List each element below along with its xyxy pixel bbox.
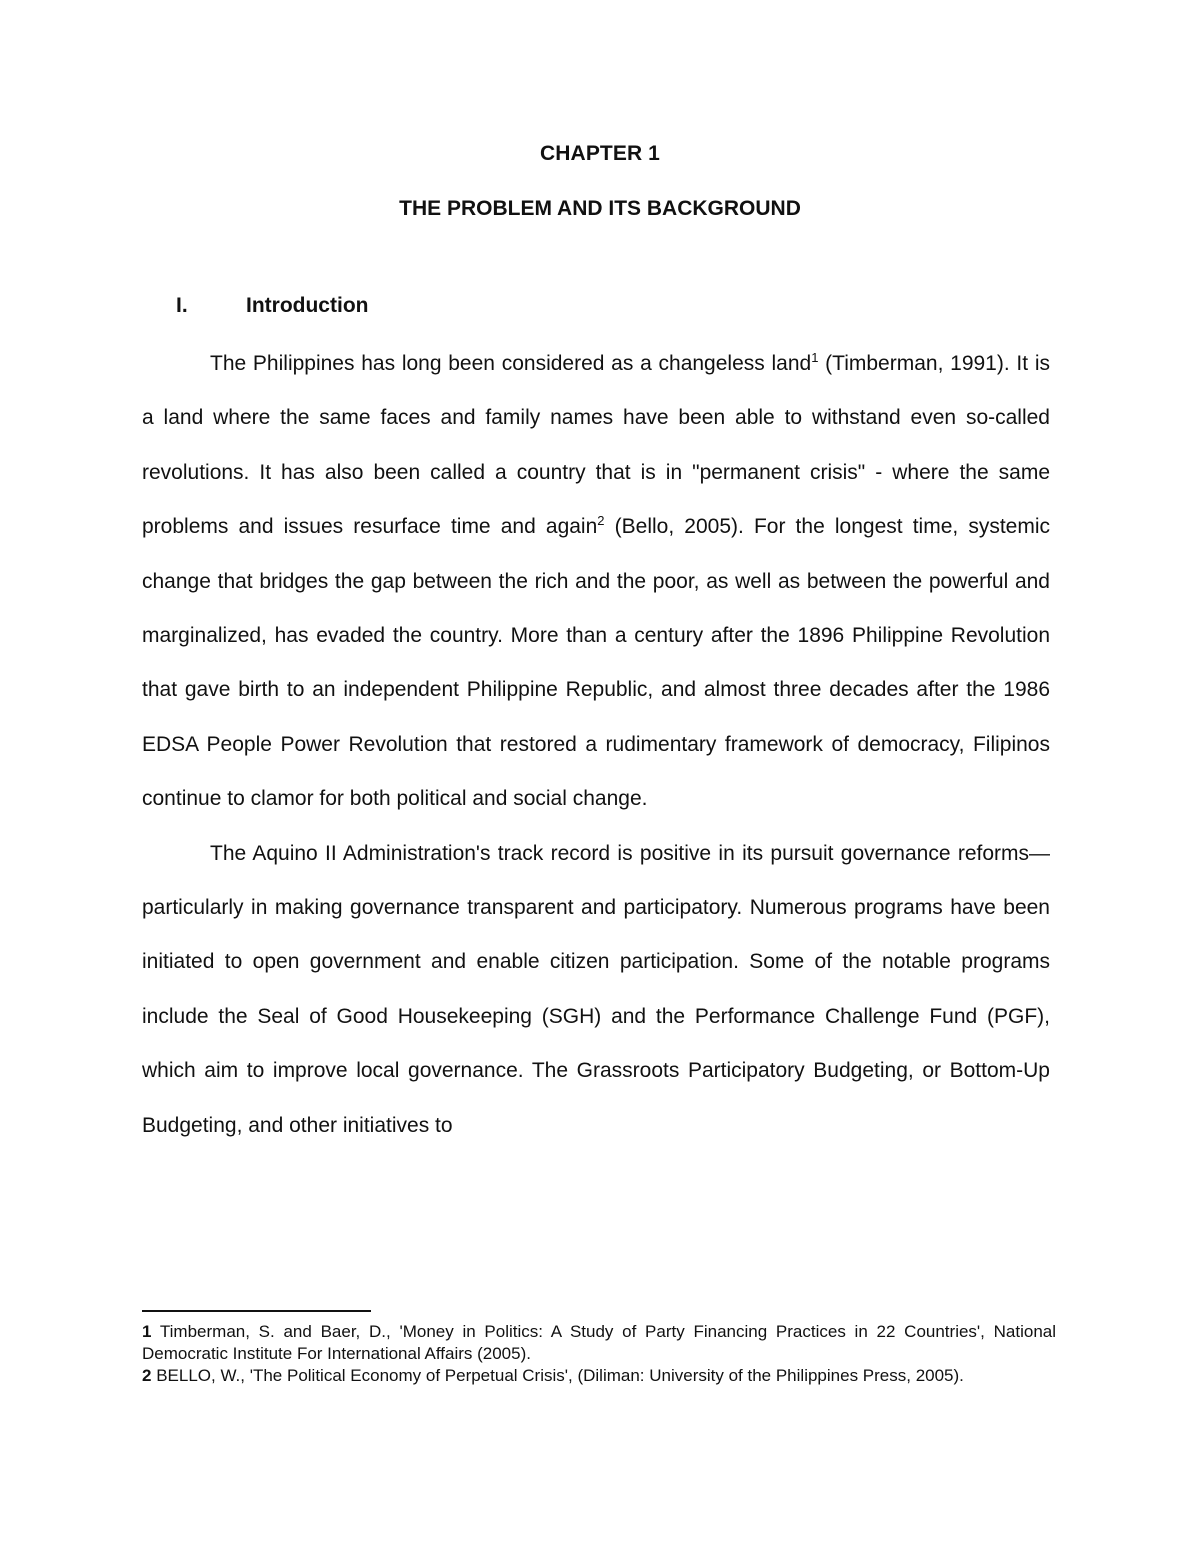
footnote-number: 2 xyxy=(142,1366,152,1385)
footnote-number: 1 xyxy=(142,1322,152,1341)
footnote-text: BELLO, W., 'The Political Economy of Perpetual Crisis', (Diliman: University of the Philippines Press, 2005). xyxy=(151,1366,964,1385)
paragraph-text: (Bello, 2005). For the longest time, systemic change that bridges the gap between the rich and the poor, as well as between the powerful and marginalized, has evaded the country. More than a century after the 1896 Philippine Revolution that gave birth to an independent Philippine Republic, and almost three decades after the 1986 EDSA People Power Revolution that restored a rudimentary framework of democracy, Filipinos continue to clamor for both political and social change. xyxy=(142,515,1050,811)
footnote-reference[interactable]: 1 xyxy=(811,350,819,365)
paragraph-text: (Timberman, 1991). It is a land where the same faces and family names have been able to withstand even so-called revolutions. It has also been called a country that is in "permanent crisis" - where the same problems and issues resurface time and again xyxy=(142,352,1050,539)
footnote-item xyxy=(142,1321,1056,1365)
footnote-separator xyxy=(142,1310,371,1312)
section-title: Introduction xyxy=(246,294,369,317)
footnote-item xyxy=(142,1365,1056,1387)
section-heading xyxy=(176,294,368,318)
body-text xyxy=(142,337,1050,1153)
paragraph xyxy=(142,827,1050,1153)
footnote-text: Timberman, S. and Baer, D., 'Money in Politics: A Study of Party Financing Practices in 22 Countries', National Democratic Institute For International Affairs (2005). xyxy=(142,1322,1056,1363)
paragraph xyxy=(142,337,1050,827)
chapter-label: CHAPTER 1 xyxy=(540,142,660,165)
paragraph-text: The Aquino II Administration's track record is positive in its pursuit governance reforms— particularly in making governance transparent and participatory. Numerous programs have been initiated to open government and enable citizen participation. Some of the notable programs include the Seal of Good Housekeeping (SGH) and the Performance Challenge Fund (PGF), which aim to improve local governance. The Grassroots Participatory Budgeting, or Bottom-Up Budgeting, and other initiatives to xyxy=(142,841,1050,1137)
footnotes xyxy=(142,1321,1056,1387)
footnote-reference[interactable]: 2 xyxy=(597,513,605,529)
section-number: I. xyxy=(176,294,188,317)
paragraph-text: The Philippines has long been considered as a changeless land xyxy=(210,352,812,375)
chapter-title: THE PROBLEM AND ITS BACKGROUND xyxy=(399,197,801,220)
